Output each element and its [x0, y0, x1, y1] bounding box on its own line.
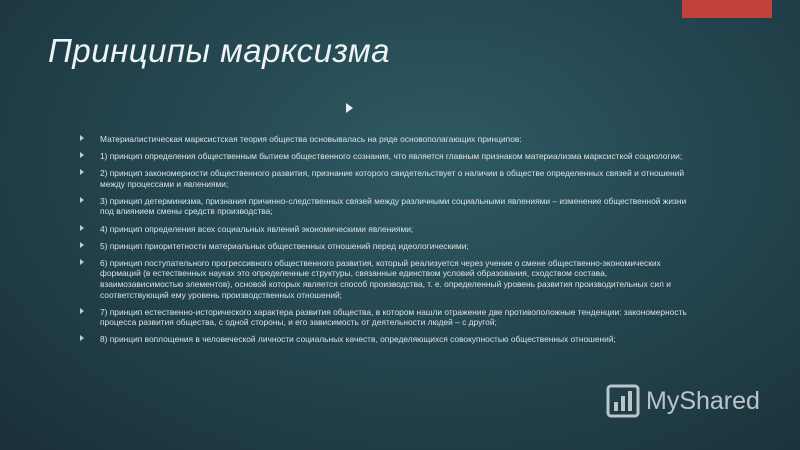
bullet-text: 3) принцип детерминизма, признания причинно-следственных связей между различными социальными явлениями – изменение общественной жизни под влиянием смены средств производства; [100, 195, 687, 217]
bullet-arrow-icon [80, 335, 84, 341]
bullet-arrow-icon [80, 225, 84, 231]
bullet-item [78, 224, 688, 235]
title-arrow-icon [346, 103, 353, 113]
bullet-arrow-icon [80, 169, 84, 175]
bullet-arrow-icon [80, 259, 84, 265]
bullet-item [78, 168, 688, 189]
bullet-text: 7) принцип естественно-исторического характера развития общества, в котором нашли отражение две противоположные тенденции: закономерность процесса развития общества, с одной стороны, и его зависимость от деятельности людей – с другой; [100, 306, 687, 328]
bullet-text: 8) принцип воплощения в человеческой личности социальных качеств, определяющихся совокупностью общественных отношений; [100, 334, 616, 345]
bar-chart-icon [606, 384, 640, 418]
slide-title: Принципы марксизма [48, 32, 390, 69]
bullet-item [78, 334, 688, 345]
bullet-list [78, 134, 688, 345]
bullet-text: 5) принцип приоритетности материальных общественных отношений перед идеологическими; [100, 240, 469, 251]
bullet-arrow-icon [80, 242, 84, 248]
bullet-item [78, 241, 688, 252]
bullet-item [78, 151, 688, 162]
bullet-item [78, 307, 688, 328]
watermark-logo [606, 384, 760, 418]
bullet-item [78, 134, 688, 145]
bullet-text: 4) принцип определения всех социальных явлений экономическими явлениями; [100, 223, 414, 234]
bullet-text: 2) принцип закономерности общественного развития, признание которого свидетельствует о наличии в обществе определенных связей и отношений между процессами и явлениями; [100, 168, 685, 189]
bullet-text: 1) принцип определения общественным бытием общественного сознания, что является главным признаком материализма марксисткой социологии; [100, 151, 683, 162]
bullet-arrow-icon [80, 308, 84, 314]
bullet-item [78, 258, 688, 300]
bullet-arrow-icon [80, 152, 84, 158]
accent-bar [682, 0, 772, 18]
bullet-arrow-icon [80, 135, 84, 141]
bullet-text: 6) принцип поступательного прогрессивного общественного развития, который реализуется через учение о смене общественно-экономических формаций (в естественных науках это определенные структуры, связанные единством условий образования, сходством состава, взаимозависимостью элементов), основой которых является способ производства, т. е. определенный уровень развития производительных сил и соответствующий ему уровень производственных отношений; [100, 257, 671, 300]
watermark-text: MyShared [646, 386, 760, 415]
bullet-item [78, 196, 688, 217]
bullet-arrow-icon [80, 197, 84, 203]
bullet-text: Материалистическая марксистская теория общества основывалась на ряде основополагающих принципов: [100, 134, 522, 144]
